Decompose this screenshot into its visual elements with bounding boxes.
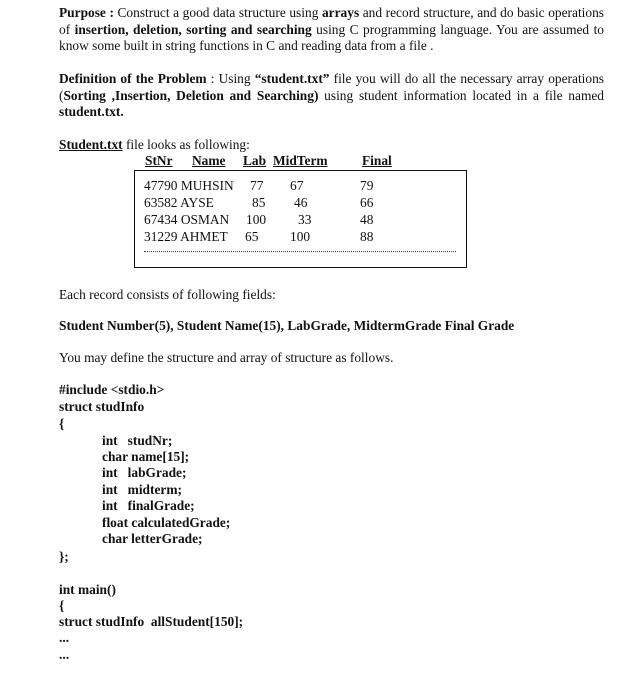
code-main-declaration: int main() bbox=[59, 582, 116, 597]
column-header-final: Final bbox=[362, 153, 392, 168]
table-row bbox=[135, 195, 466, 212]
table-header bbox=[0, 153, 624, 170]
fields-list: Student Number(5), Student Name(15), LabGrade, MidtermGrade Final Grade bbox=[59, 318, 515, 333]
definition-paragraph bbox=[59, 71, 604, 121]
final-grade: 66 bbox=[360, 195, 374, 210]
midterm-grade: 67 bbox=[290, 178, 304, 193]
midterm-grade: 46 bbox=[294, 195, 308, 210]
purpose-bold-operations: insertion, deletion, sorting and searching bbox=[74, 21, 312, 37]
purpose-text-2: and record structure, and do basic operations of bbox=[59, 5, 604, 37]
code-member: char name[15]; bbox=[102, 449, 190, 464]
file-intro bbox=[59, 137, 250, 154]
code-close-brace: }; bbox=[59, 549, 69, 564]
purpose-bold-arrays: arrays bbox=[321, 5, 360, 20]
purpose-text-1: Construct a good data structure using bbox=[113, 5, 322, 20]
code-member: float calculatedGrade; bbox=[102, 515, 231, 530]
definition-bold-filename: student.txt. bbox=[59, 104, 124, 119]
table-row bbox=[135, 178, 466, 195]
final-grade: 88 bbox=[360, 229, 374, 244]
lab-grade: 100 bbox=[246, 212, 267, 227]
continuation-dotted-line bbox=[144, 251, 456, 252]
definition-text-3: using student information located in a file named bbox=[318, 87, 604, 103]
definition-label: Definition of the Problem bbox=[59, 71, 207, 86]
student-number-name: 67434 OSMAN bbox=[144, 212, 230, 227]
code-main-open-brace: { bbox=[59, 598, 65, 613]
file-intro-text: file looks as following: bbox=[122, 137, 250, 152]
lab-grade: 65 bbox=[245, 229, 259, 244]
midterm-grade: 100 bbox=[290, 229, 311, 244]
definition-text-1: : Using bbox=[206, 71, 255, 86]
final-grade: 79 bbox=[360, 178, 374, 193]
structure-note: You may define the structure and array of structure as follows. bbox=[59, 350, 394, 365]
code-ellipsis: ... bbox=[59, 647, 70, 662]
column-header-name: Name bbox=[192, 153, 226, 168]
code-member: int finalGrade; bbox=[102, 498, 195, 513]
final-grade: 48 bbox=[360, 212, 374, 227]
purpose-label: Purpose : bbox=[59, 5, 114, 20]
code-ellipsis: ... bbox=[59, 630, 70, 645]
file-name-heading: Student.txt bbox=[59, 137, 123, 152]
lab-grade: 77 bbox=[250, 178, 264, 193]
code-array-declaration: struct studInfo allStudent[150]; bbox=[59, 614, 244, 629]
midterm-grade: 33 bbox=[298, 212, 312, 227]
student-file-box bbox=[134, 170, 467, 268]
purpose-paragraph bbox=[59, 5, 604, 55]
table-row bbox=[135, 212, 466, 229]
definition-bold-operations: Sorting ,Insertion, Deletion and Searching) bbox=[63, 87, 319, 103]
column-header-lab: Lab bbox=[243, 153, 267, 168]
column-header-midterm: MidTerm bbox=[273, 153, 328, 168]
table-row bbox=[135, 229, 466, 246]
definition-bold-file: “student.txt” bbox=[254, 71, 330, 86]
code-member: int studNr; bbox=[102, 433, 173, 448]
lab-grade: 85 bbox=[252, 195, 266, 210]
code-include: #include <stdio.h> bbox=[59, 382, 165, 397]
student-number-name: 63582 AYSE bbox=[144, 195, 214, 210]
purpose-text-3: using C programming language. You are assumed to know some built in string functions in C and reading data from a file . bbox=[59, 21, 604, 53]
code-open-brace: { bbox=[59, 416, 65, 431]
definition-text-2: file you will do all the necessary array operations ( bbox=[59, 71, 604, 103]
code-member: char letterGrade; bbox=[102, 531, 203, 546]
code-struct-declaration: struct studInfo bbox=[59, 399, 145, 414]
student-number-name: 31229 AHMET bbox=[144, 229, 228, 244]
column-header-stnr: StNr bbox=[145, 153, 173, 168]
code-member: int labGrade; bbox=[102, 465, 187, 480]
code-member: int midterm; bbox=[102, 482, 182, 497]
fields-intro: Each record consists of following fields: bbox=[59, 287, 276, 302]
student-number-name: 47790 MUHSIN bbox=[144, 178, 234, 193]
